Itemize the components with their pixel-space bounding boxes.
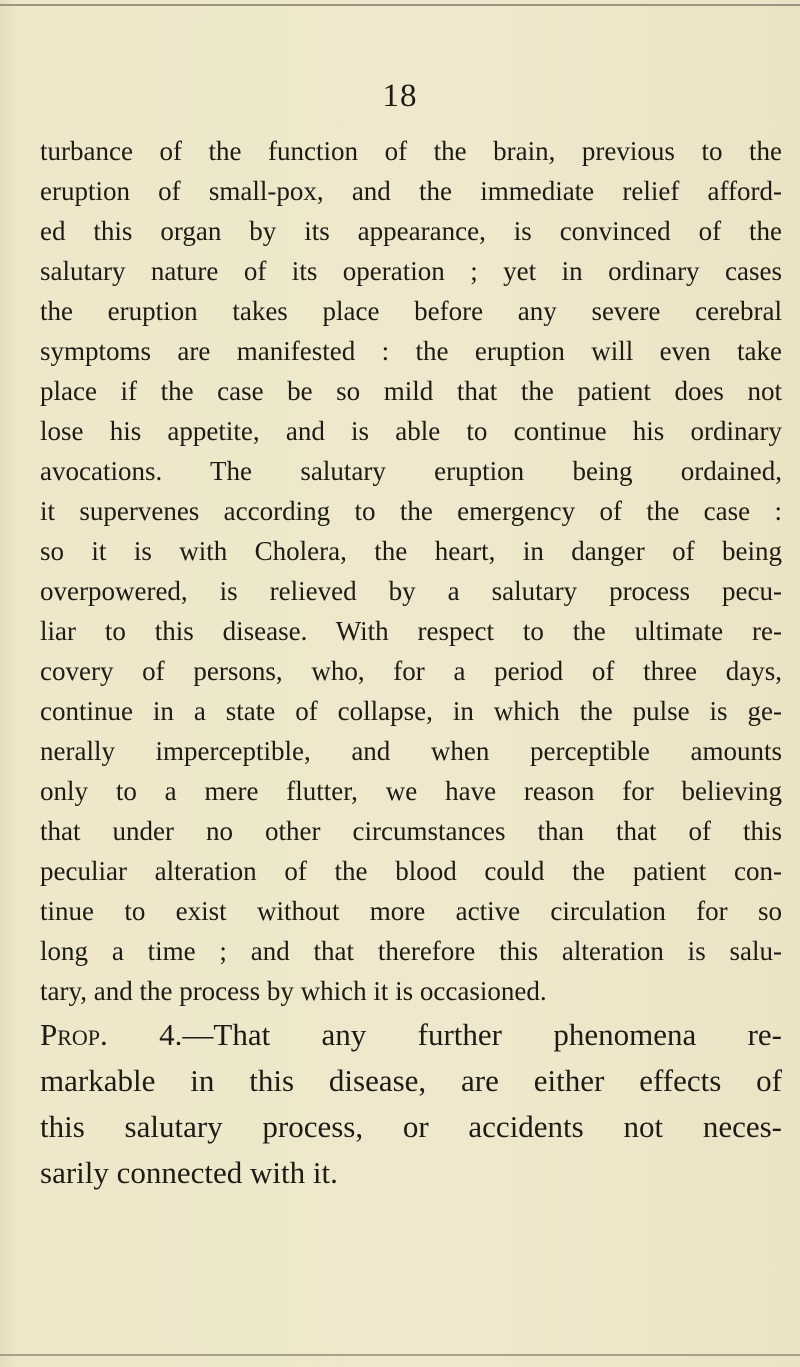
text-line: this salutary process, or accidents not neces- (40, 1109, 782, 1144)
text-line: the eruption takes place before any severe cerebral (40, 296, 782, 326)
text-line: peculiar alteration of the blood could the patient con- (40, 856, 782, 886)
text-line: covery of persons, who, for a period of three days, (40, 656, 782, 686)
text-line: sarily connected with it. (40, 1155, 338, 1190)
text-line: salutary nature of its operation ; yet in ordinary cases (40, 256, 782, 286)
text-line: symptoms are manifested : the eruption will even take (40, 336, 782, 366)
text-line: ed this organ by its appearance, is convinced of the (40, 216, 782, 246)
text-line: tinue to exist without more active circulation for so (40, 896, 782, 926)
body-paragraph (40, 131, 782, 1011)
text-line: lose his appetite, and is able to continue his ordinary (40, 416, 782, 446)
text-line: continue in a state of collapse, in which the pulse is ge- (40, 696, 782, 726)
text-line: that under no other circumstances than that of this (40, 816, 782, 846)
proposition-first-line (40, 1012, 782, 1058)
proposition-label: Prop. 4. (40, 1017, 183, 1052)
text-line: overpowered, is relieved by a salutary process pecu- (40, 576, 782, 606)
text-line: eruption of small-pox, and the immediate relief afford- (40, 176, 782, 206)
text-line: only to a mere flutter, we have reason for believing (40, 776, 782, 806)
proposition-first-line-text: —That any further phenomena re- (182, 1017, 782, 1052)
text-line: it supervenes according to the emergency of the case : (40, 496, 782, 526)
text-line: turbance of the function of the brain, previous to the (40, 136, 782, 166)
text-line: liar to this disease. With respect to the ultimate re- (40, 616, 782, 646)
proposition-paragraph (40, 1012, 782, 1196)
text-line: tary, and the process by which it is occasioned. (40, 976, 547, 1006)
text-line: nerally imperceptible, and when perceptible amounts (40, 736, 782, 766)
top-edge-rule (0, 4, 800, 6)
bottom-edge-rule (0, 1354, 800, 1356)
text-line: long a time ; and that therefore this alteration is salu- (40, 936, 782, 966)
text-line: so it is with Cholera, the heart, in danger of being (40, 536, 782, 566)
text-line: avocations. The salutary eruption being ordained, (40, 456, 782, 486)
page-number: 18 (382, 78, 418, 114)
text-line: place if the case be so mild that the patient does not (40, 376, 782, 406)
text-line: markable in this disease, are either effects of (40, 1063, 782, 1098)
